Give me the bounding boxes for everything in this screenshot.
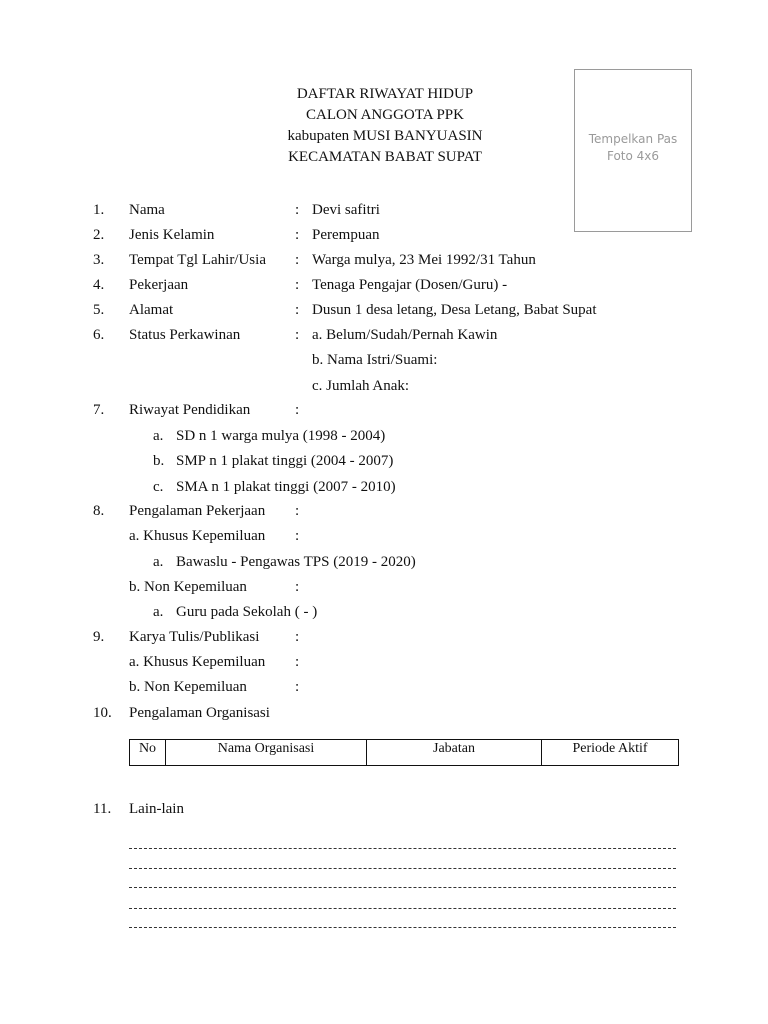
education-item: SMA n 1 plakat tinggi (2007 - 2010) (176, 479, 396, 495)
section-label: Pengalaman Pekerjaan (129, 503, 266, 519)
colon: : (295, 629, 300, 645)
work-item: Guru pada Sekolah ( - ) (176, 604, 318, 620)
colon: : (295, 327, 300, 343)
subsection-label: b. Non Kepemiluan (129, 679, 247, 695)
organization-table (129, 739, 679, 766)
colon: : (295, 402, 300, 418)
field-value: a. Belum/Sudah/Pernah Kawin (312, 327, 498, 343)
list-letter: a. (153, 604, 164, 620)
col-header-nama-organisasi: Nama Organisasi (166, 740, 367, 766)
colon: : (295, 679, 300, 695)
colon: : (295, 528, 300, 544)
item-number: 3. (93, 252, 105, 268)
item-number: 2. (93, 227, 105, 243)
doc-regency: kabupaten MUSI BANYUASIN (287, 128, 483, 144)
field-value: Devi safitri (312, 202, 380, 218)
colon: : (295, 227, 300, 243)
item-number: 7. (93, 402, 105, 418)
subsection-label: a. Khusus Kepemiluan (129, 528, 266, 544)
education-item: SMP n 1 plakat tinggi (2004 - 2007) (176, 453, 394, 469)
field-label: Nama (129, 202, 165, 218)
field-label: Pekerjaan (129, 277, 189, 293)
table-header-row (130, 740, 679, 766)
doc-subtitle: CALON ANGGOTA PPK (306, 107, 464, 123)
colon: : (295, 252, 300, 268)
subsection-label: b. Non Kepemiluan (129, 579, 247, 595)
item-number: 1. (93, 202, 105, 218)
photo-caption-line1: Tempelkan Pas (588, 132, 678, 146)
blank-line (129, 887, 676, 888)
col-header-periode-aktif: Periode Aktif (542, 740, 679, 766)
item-number: 4. (93, 277, 105, 293)
list-letter: a. (153, 428, 164, 444)
colon: : (295, 654, 300, 670)
education-item: SD n 1 warga mulya (1998 - 2004) (176, 428, 386, 444)
field-label: Status Perkawinan (129, 327, 241, 343)
photo-placeholder (574, 69, 692, 232)
photo-caption-line2: Foto 4x6 (606, 149, 660, 163)
field-label: Alamat (129, 302, 174, 318)
field-label: Jenis Kelamin (129, 227, 215, 243)
list-letter: b. (153, 453, 165, 469)
list-letter: a. (153, 554, 164, 570)
col-header-jabatan: Jabatan (367, 740, 542, 766)
field-value: Perempuan (312, 227, 380, 243)
work-item: Bawaslu - Pengawas TPS (2019 - 2020) (176, 554, 416, 570)
blank-line (129, 848, 676, 849)
section-label: Pengalaman Organisasi (129, 705, 270, 721)
field-value-spouse: b. Nama Istri/Suami: (312, 352, 438, 368)
item-number: 5. (93, 302, 105, 318)
subsection-label: a. Khusus Kepemiluan (129, 654, 266, 670)
section-label: Riwayat Pendidikan (129, 402, 251, 418)
colon: : (295, 503, 300, 519)
item-number: 11. (93, 801, 112, 817)
col-header-no: No (130, 740, 166, 766)
blank-line (129, 908, 676, 909)
doc-district: KECAMATAN BABAT SUPAT (288, 149, 482, 165)
item-number: 8. (93, 503, 105, 519)
field-value: Tenaga Pengajar (Dosen/Guru) - (312, 277, 508, 293)
field-label: Tempat Tgl Lahir/Usia (129, 252, 266, 268)
field-value: Dusun 1 desa letang, Desa Letang, Babat Supat (312, 302, 597, 318)
section-label: Karya Tulis/Publikasi (129, 629, 260, 645)
colon: : (295, 277, 300, 293)
list-letter: c. (153, 479, 164, 495)
item-number: 6. (93, 327, 105, 343)
item-number: 9. (93, 629, 105, 645)
field-value-children: c. Jumlah Anak: (312, 378, 410, 394)
item-number: 10. (93, 705, 112, 721)
blank-line (129, 927, 676, 928)
blank-line (129, 868, 676, 869)
field-value: Warga mulya, 23 Mei 1992/31 Tahun (312, 252, 536, 268)
colon: : (295, 302, 300, 318)
colon: : (295, 579, 300, 595)
section-label: Lain-lain (129, 801, 184, 817)
colon: : (295, 202, 300, 218)
doc-title: DAFTAR RIWAYAT HIDUP (296, 86, 474, 102)
